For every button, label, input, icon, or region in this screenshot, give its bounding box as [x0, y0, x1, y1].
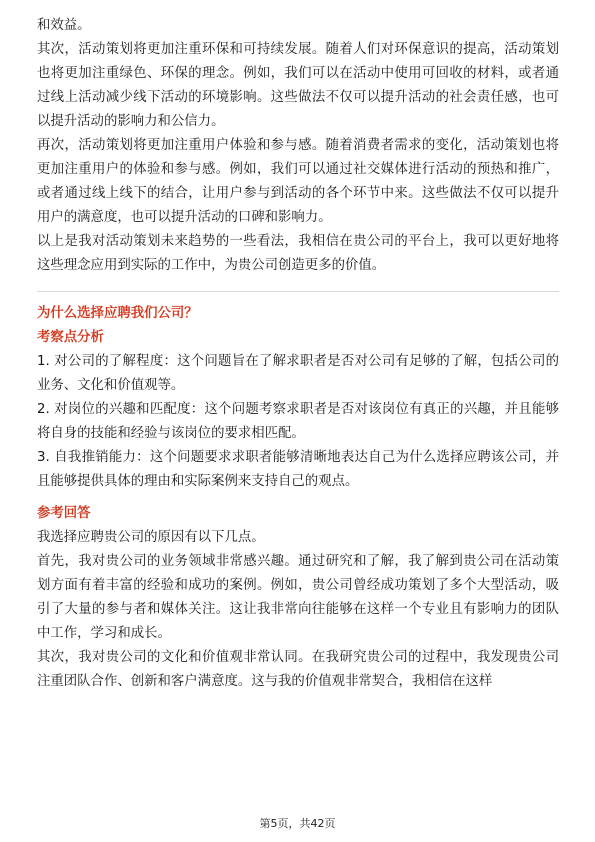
answer-heading: 参考回答	[37, 506, 91, 521]
question-title: 为什么选择应聘我们公司？	[37, 306, 198, 321]
section-gap	[37, 494, 559, 502]
intro-paragraph: 和效益。	[37, 18, 91, 33]
page-footer: 第5页，共42页	[259, 817, 336, 830]
answer-paragraph: 其次，我对贵公司的文化和价值观非常认同。在我研究贵公司的过程中，我发现贵公司注重团队合作、创新和客户满意度。这与我的价值观非常契合，我相信在这样	[37, 650, 559, 689]
answer-paragraph: 我选择应聘贵公司的原因有以下几点。	[37, 530, 265, 545]
section-divider	[37, 291, 559, 292]
intro-paragraph: 其次，活动策划将更加注重环保和可持续发展。随着人们对环保意识的提高，活动策划也将更加注重绿色、环保的理念。例如，我们可以在活动中使用可回收的材料，或者通过线上活动减少线下活动的环境影响。这些做法不仅可以提升活动的社会责任感，也可以提升活动的影响力和公信力。	[37, 42, 559, 129]
analysis-item: 3. 自我推销能力：这个问题要求求职者能够清晰地表达自己为什么选择应聘该公司，并且能够提供具体的理由和实际案例来支持自己的观点。	[37, 450, 559, 489]
analysis-item: 2. 对岗位的兴趣和匹配度：这个问题考察求职者是否对该岗位有真正的兴趣，并且能够将自身的技能和经验与该岗位的要求相匹配。	[37, 402, 559, 441]
document-page	[37, 14, 559, 694]
answer-paragraph: 首先，我对贵公司的业务领域非常感兴趣。通过研究和了解，我了解到贵公司在活动策划方面有着丰富的经验和成功的案例。例如，贵公司曾经成功策划了多个大型活动，吸引了大量的参与者和媒体关注。这让我非常向往能够在这样一个专业且有影响力的团队中工作，学习和成长。	[37, 554, 559, 641]
analysis-heading: 考察点分析	[37, 330, 104, 345]
analysis-item: 1. 对公司的了解程度：这个问题旨在了解求职者是否对公司有足够的了解，包括公司的业务、文化和价值观等。	[37, 354, 559, 393]
intro-paragraph: 以上是我对活动策划未来趋势的一些看法，我相信在贵公司的平台上，我可以更好地将这些理念应用到实际的工作中，为贵公司创造更多的价值。	[37, 234, 559, 273]
intro-paragraph: 再次，活动策划将更加注重用户体验和参与感。随着消费者需求的变化，活动策划也将更加注重用户的体验和参与感。例如，我们可以通过社交媒体进行活动的预热和推广，或者通过线上线下的结合，让用户参与到活动的各个环节中来。这些做法不仅可以提升用户的满意度，也可以提升活动的口碑和影响力。	[37, 138, 559, 225]
